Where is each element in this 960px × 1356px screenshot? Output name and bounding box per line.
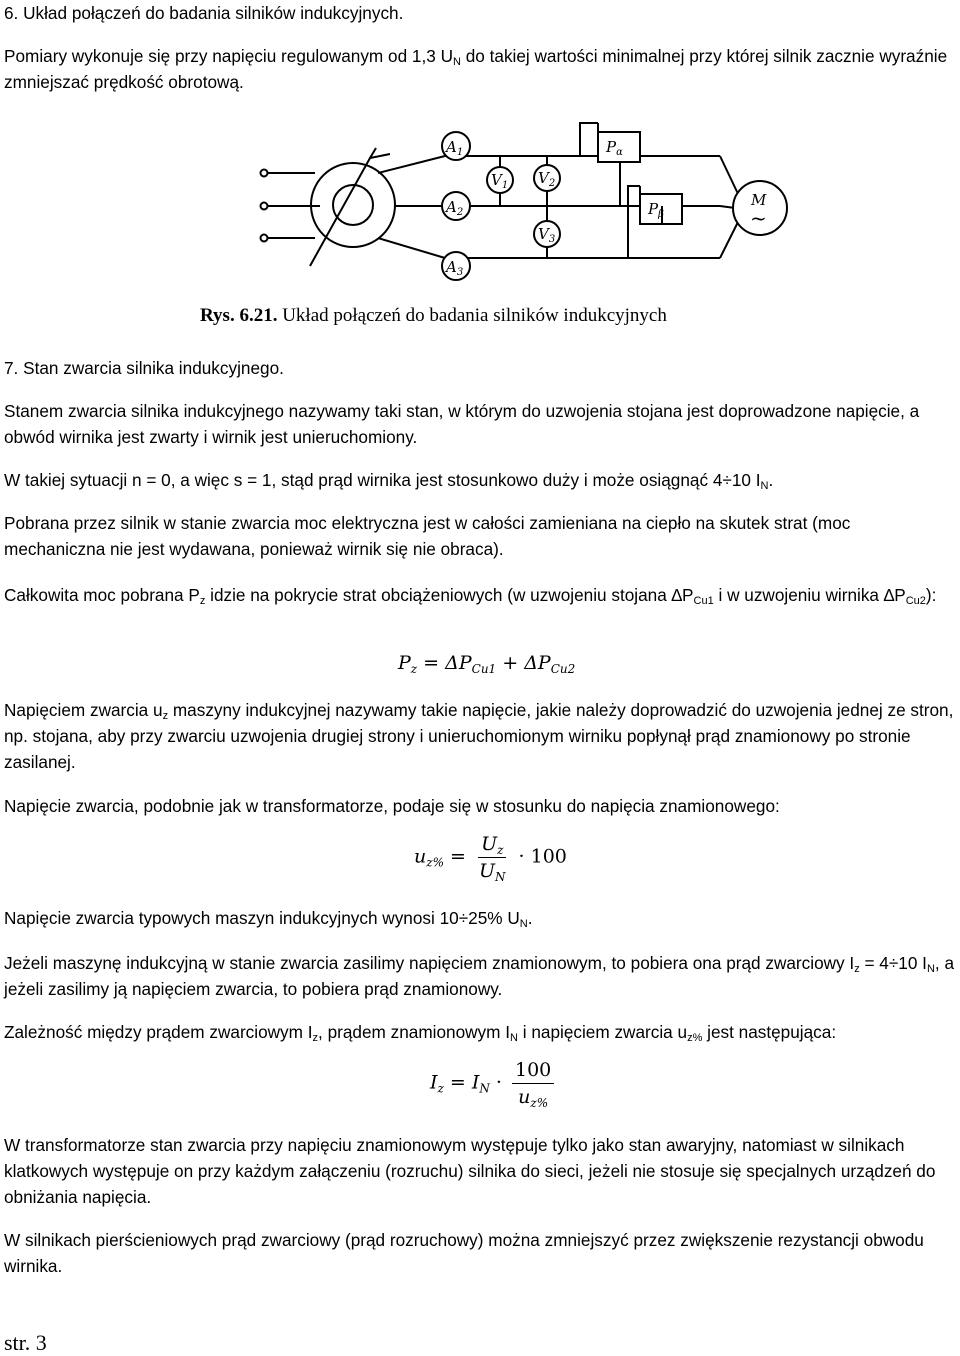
paragraph-8: Jeżeli maszynę indukcyjną w stanie zwarcia zasilimy napięciem znamionowym, to pobiera ona prąd zwarciowy $I_z = 4\div 10$ $I_N$, a jeżeli zasilimy ją napięciem zwarcia, to pobiera prąd znamionowy. [4, 953, 954, 999]
section-7-heading: 7. Stan zwarcia silnika indukcyjnego. [4, 358, 284, 378]
label-p-alpha: $P_\alpha$ [606, 138, 623, 158]
label-p-beta: $P_\beta$ [648, 200, 664, 220]
terminal-3 [261, 235, 268, 242]
section-6-intro: Pomiary wykonuje się przy napięciu regulowanym od 1,3 $U_N$ do takiej wartości minimalnej przy której silnik zacznie wyraźnie zmniejszać prędkość obrotową. [4, 46, 948, 92]
label-v1: $V_1$ [491, 171, 509, 191]
autotransformer [311, 163, 395, 247]
page-number: str. 3 [4, 1330, 47, 1355]
formula-pz: $P_z = \Delta P_{Cu1} + \Delta P_{Cu2}$ [398, 652, 576, 676]
paragraph-7: Napięcie zwarcia typowych maszyn indukcyjnych wynosi 10÷25% $U_N$. [4, 908, 533, 930]
section-6-heading: 6. Układ połączeń do badania silników indukcyjnych. [4, 3, 404, 23]
label-v3: $V_3$ [538, 225, 556, 245]
paragraph-4: Całkowita moc pobrana $P_z$ idzie na pokrycie strat obciążeniowych (w uzwojeniu stojana $\Delta P_{Cu1}$ i w uzwojeniu wirnika $\Delta P_{Cu2}$): [4, 585, 937, 607]
formula-uz: $u_{z\%}$ = $\frac{U_z}{U_N}$ · 100 [414, 833, 567, 884]
label-tilde: ~ [750, 206, 767, 230]
label-v2: $V_2$ [538, 169, 556, 189]
figure-caption: Rys. 6.21. Układ połączeń do badania silników indukcyjnych [200, 305, 667, 326]
label-a2: $A_2$ [446, 198, 464, 218]
paragraph-11: W silnikach pierścieniowych prąd zwarciowy (prąd rozruchowy) można zmniejszyć przez zwiększenie rezystancji obwodu wirnika. [4, 1230, 924, 1276]
label-motor: M [751, 191, 767, 209]
terminal-1 [261, 170, 268, 177]
circuit-diagram [250, 118, 790, 288]
paragraph-9: Zależność między prądem zwarciowym $I_z$, prądem znamionowym $I_N$ i napięciem zwarcia $u_{z\%}$ jest następująca: [4, 1022, 837, 1044]
label-a3: $A_3$ [446, 258, 464, 278]
paragraph-1: Stanem zwarcia silnika indukcyjnego nazywamy taki stan, w którym do uzwojenia stojana jest doprowadzone napięcie, a obwód wirnika jest zwarty i wirnik jest unieruchomiony. [4, 401, 920, 447]
terminal-2 [261, 203, 268, 210]
label-a1: $A_1$ [446, 138, 464, 158]
paragraph-3: Pobrana przez silnik w stanie zwarcia moc elektryczna jest w całości zamieniana na ciepło na skutek strat (moc mechaniczna nie jest wydawana, ponieważ wirnik się nie obraca). [4, 513, 851, 559]
paragraph-5: Napięciem zwarcia $u_z$ maszyny indukcyjnej nazywamy takie napięcie, jakie należy doprowadzić do uzwojenia jednej ze stron, np. stojana, aby przy zwarciu uzwojenia drugiej strony i unieruchomionym wirniku popłynął prąd znamionowy po stronie zasilanej. [4, 700, 954, 772]
paragraph-10: W transformatorze stan zwarcia przy napięciu znamionowym występuje tylko jako stan awaryjny, natomiast w silnikach klatkowych występuje on przy każdym załączeniu (rozruchu) silnika do sieci, jeżeli nie stosuje się specjalnych urządzeń do obniżania napięcia. [4, 1135, 936, 1207]
paragraph-6: Napięcie zwarcia, podobnie jak w transformatorze, podaje się w stosunku do napięcia znamionowego: [4, 796, 780, 816]
formula-iz: $I_z = I_N$ · $\frac{100}{u_{z\%}}$ [430, 1058, 558, 1109]
paragraph-2: W takiej sytuacji n = 0, a więc s = 1, stąd prąd wirnika jest stosunkowo duży i może osiągnąć 4÷10 $I_N$. [4, 470, 774, 492]
